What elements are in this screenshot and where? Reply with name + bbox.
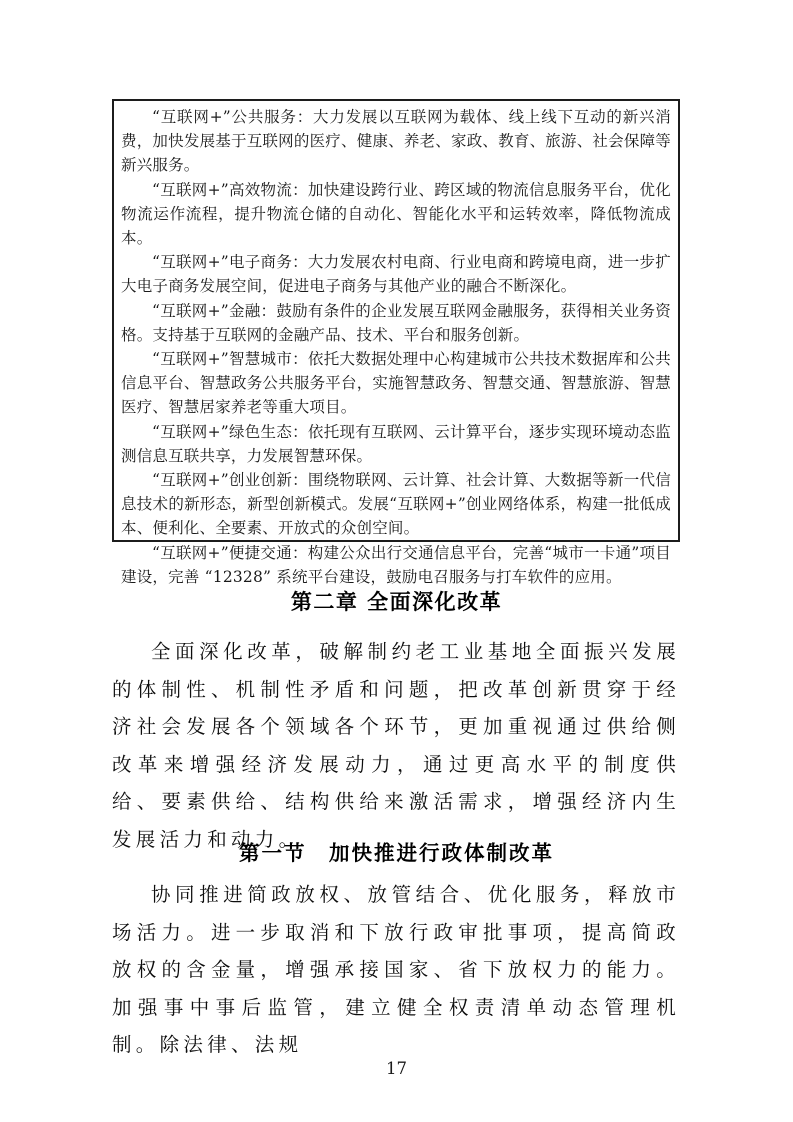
internet-plus-infobox xyxy=(112,99,680,586)
section-body-paragraph: 协同推进简政放权、放管结合、优化服务，释放市场活力。进一步取消和下放行政审批事项，提高简政放权的含金量，增强承接国家、省下放权力的能力。加强事中事后监管，建立健全权责清单动态管理机制。除法律、法规 xyxy=(112,883,680,1057)
page-number: 17 xyxy=(386,1059,407,1078)
chapter-heading: 第二章 全面深化改革 xyxy=(290,590,503,614)
infobox-paragraph-public-services: “互联网+”公共服务：大力发展以互联网为载体、线上线下互动的新兴消费，加快发展基于互联网的医疗、健康、养老、家政、教育、旅游、社会保障等新兴服务。 xyxy=(121,108,671,175)
infobox-paragraph-smart-city: “互联网+”智慧城市：依托大数据处理中心构建城市公共技术数据库和公共信息平台、智慧政务公共服务平台，实施智慧政务、智慧交通、智慧旅游、智慧医疗、智慧居家养老等重大项目。 xyxy=(121,350,671,417)
section-heading: 第一节 加快推进行政体制改革 xyxy=(239,841,554,865)
infobox-paragraph-logistics: “互联网+”高效物流：加快建设跨行业、跨区域的物流信息服务平台，优化物流运作流程，提升物流仓储的自动化、智能化水平和运转效率，降低物流成本。 xyxy=(121,180,671,248)
infobox-paragraph-innovation: “互联网+”创业创新：围绕物联网、云计算、社会计算、大数据等新一代信息技术的新形态，新型创新模式。发展“互联网+”创业网络体系，构建一批低成本、便利化、全要素、开放式的众创空间。 xyxy=(121,471,671,538)
infobox-paragraph-ecommerce: “互联网+”电子商务：大力发展农村电商、行业电商和跨境电商，进一步扩大电子商务发展空间，促进电子商务与其他产业的融合不断深化。 xyxy=(121,253,671,296)
infobox-paragraph-green-ecology: “互联网+”绿色生态：依托现有互联网、云计算平台，逐步实现环境动态监测信息互联共享，力发展智慧环保。 xyxy=(121,422,671,465)
infobox-paragraph-transport: “互联网+”便捷交通：构建公众出行交通信息平台，完善“城市一卡通”项目建设，完善 “12328” 系统平台建设，鼓励电召服务与打车软件的应用。 xyxy=(121,543,671,586)
chapter-intro-paragraph: 全面深化改革，破解制约老工业基地全面振兴发展的体制性、机制性矛盾和问题，把改革创新贯穿于经济社会发展各个领域各个环节，更加重视通过供给侧改革来增强经济发展动力，通过更高水平的制度供给、要素供给、结构供给来激活需求，增强经济内生发展活力和动力。 xyxy=(112,640,680,851)
infobox-paragraph-finance: “互联网+”金融：鼓励有条件的企业发展互联网金融服务，获得相关业务资格。支持基于互联网的金融产品、技术、平台和服务创新。 xyxy=(121,301,671,344)
